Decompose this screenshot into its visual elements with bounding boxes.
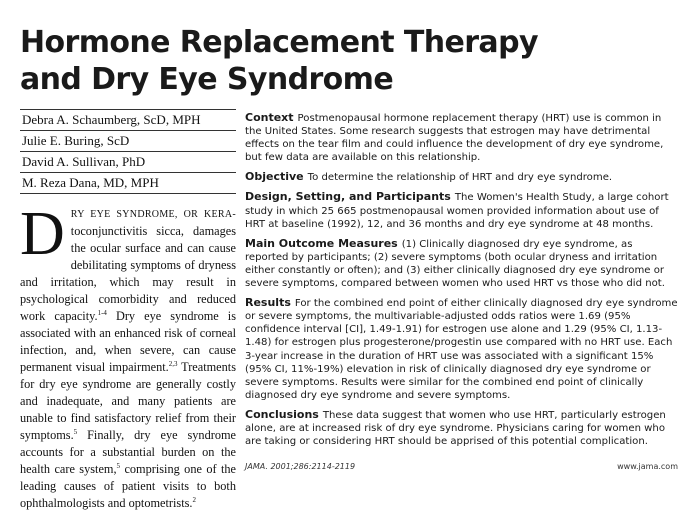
reference-2: 2,3 [168, 359, 178, 368]
author-1: Debra A. Schaumberg, ScD, MPH [20, 109, 236, 130]
body-text-5: comprising one of the leading causes of patient visits to both ophthalmologists and optometrists. [20, 462, 236, 510]
abstract-results [245, 296, 678, 402]
journal-url[interactable]: www.jama.com [617, 462, 678, 471]
author-3: David A. Sullivan, PhD [20, 151, 236, 172]
measures-label: Main Outcome Measures [245, 236, 398, 250]
reference-5: 2 [192, 495, 196, 504]
abstract-measures [245, 237, 678, 290]
title-line-1: Hormone Replacement Therapy [20, 25, 538, 60]
results-text: For the combined end point of either clinically diagnosed dry eye syndrome or severe symptoms, the multivariable-adjusted odds ratios were 1.69 (95% confidence interval [CI], 1.49-1.91) for estrogen use alone and 1.29 (95% CI, 1.13-1.48) for estrogen plus progesterone/progestin use compared with no HRT use. Each 3-year increase in the duration of HRT use was associated with a significant 15% (95% CI, 11%-19%) elevation in risk of clinically diagnosed dry eye syndrome or severe symptoms. Results were similar for the combined end point of clinically diagnosed dry eye syndrome and severe symptoms. [245, 298, 678, 401]
context-text: Postmenopausal hormone replacement therapy (HRT) use is common in the United States. Some research suggests that estrogen may have detrimental effects on the tear film and could influence the development of dry eye syndrome, but few data are available on this relationship. [245, 113, 664, 164]
reference-4: 5 [116, 461, 121, 470]
author-4: M. Reza Dana, MD, MPH [20, 172, 236, 194]
author-list [20, 109, 236, 194]
reference-1: 1-4 [97, 308, 107, 317]
body-text-2: Dry eye syndrome is associated with an enhanced risk of corneal infection, and, when severe, can cause permanent visual impairment. [20, 309, 236, 374]
drop-cap: D [20, 200, 65, 268]
reference-3: 5 [73, 427, 78, 436]
article-title [20, 24, 680, 98]
conclusions-label: Conclusions [245, 407, 319, 421]
citation-footer [245, 462, 678, 471]
measures-text: (1) Clinically diagnosed dry eye syndrome, as reported by participants; (2) severe symptoms (both ocular dryness and irritation either constantly or often); and (3) either clinically diagnosed dry eye syndrome or severe symptoms, compared between women who used HRT vs those who did not. [245, 238, 665, 290]
body-text-1: toconjunctivitis sicca, damages the ocular surface and can cause debilitating symptoms of dryness and irritation, which may result in psychological comorbidity and reduced work capacity. [20, 224, 236, 323]
design-label: Design, Setting, and Participants [245, 190, 451, 204]
intro-paragraph [20, 200, 236, 512]
abstract-context [245, 111, 678, 164]
conclusions-text: These data suggest that women who use HRT, particularly estrogen alone, are at increased risk of dry eye syndrome. Physicians caring for women who are taking or considering HRT should be apprised of this potential complication. [245, 409, 666, 448]
author-2: Julie E. Buring, ScD [20, 130, 236, 151]
journal-citation: JAMA. 2001;286:2114-2119 [245, 462, 356, 471]
context-label: Context [245, 111, 294, 124]
abstract-design [245, 190, 678, 230]
abstract-conclusions [245, 408, 678, 448]
abstract [245, 111, 678, 454]
objective-label: Objective [245, 170, 304, 184]
results-label: Results [245, 296, 291, 310]
design-text: The Women's Health Study, a large cohort study in which 25 665 postmenopausal women provided information about use of HRT at baseline (1992), 12, and 36 months and dry eye syndrome at 48 months. [245, 192, 669, 230]
body-text-4: Finally, dry eye syndrome accounts for a substantial burden on the health care system, [20, 428, 236, 476]
abstract-objective [245, 170, 678, 184]
opening-smallcaps: RY EYE SYNDROME, OR KERA- [70, 209, 236, 220]
title-line-2: and Dry Eye Syndrome [20, 62, 394, 97]
objective-text: To determine the relationship of HRT and dry eye syndrome. [307, 172, 613, 184]
body-text-3: Treatments for dry eye syndrome are generally costly and inadequate, and many patients are unable to find satisfactory relief from their symptoms. [20, 360, 236, 442]
